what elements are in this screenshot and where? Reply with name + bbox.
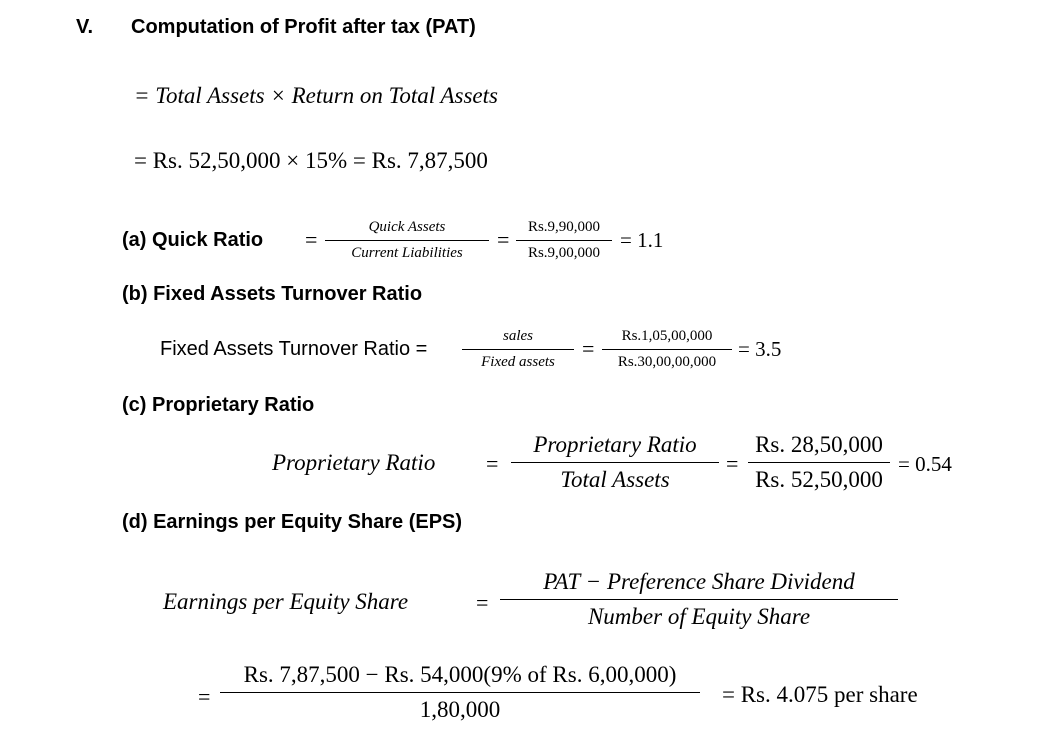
quick-assets-value: Rs.9,90,000: [527, 219, 601, 235]
proprietary-ratio-label: Proprietary Ratio: [272, 450, 436, 475]
total-assets-denominator: Total Assets: [560, 467, 670, 492]
sales-value: Rs.1,05,00,000: [621, 328, 713, 344]
proprietary-ratio-equals-1: =: [486, 451, 499, 476]
quick-ratio-formula-fraction: [325, 219, 489, 262]
fixed-assets-formula-fraction: [462, 328, 574, 371]
eps-values-fraction: [220, 662, 700, 723]
eps-result: = Rs. 4.075 per share: [722, 682, 918, 707]
number-of-shares-value: 1,80,000: [419, 697, 501, 722]
quick-ratio-numerator: Quick Assets: [368, 219, 446, 235]
section-title: Computation of Profit after tax (PAT): [131, 16, 476, 38]
pat-calculation-line: = Rs. 52,50,000 × 15% = Rs. 7,87,500: [134, 148, 488, 173]
fixed-assets-label: Fixed Assets Turnover Ratio =: [160, 338, 428, 360]
eps-equals-1: =: [476, 590, 489, 615]
quick-ratio-heading: (a) Quick Ratio: [122, 229, 264, 251]
eps-values-numerator: Rs. 7,87,500 − Rs. 54,000(9% of Rs. 6,00,000): [243, 662, 677, 687]
proprietors-funds-value: Rs. 28,50,000: [755, 432, 883, 457]
proprietary-ratio-values-fraction: [748, 432, 890, 493]
eps-heading: (d) Earnings per Equity Share (EPS): [122, 511, 463, 533]
proprietary-ratio-result: = 0.54: [898, 452, 952, 476]
quick-ratio-denominator: Current Liabilities: [351, 245, 463, 261]
fixed-assets-values-fraction: [602, 328, 732, 371]
fixed-assets-denominator: Fixed assets: [481, 354, 555, 370]
proprietary-ratio-equals-2: =: [726, 451, 739, 476]
quick-ratio-equals-2: =: [497, 227, 510, 252]
eps-equals-2: =: [198, 684, 211, 709]
fixed-assets-value: Rs.30,00,00,000: [617, 354, 717, 370]
fixed-assets-heading: (b) Fixed Assets Turnover Ratio: [122, 283, 423, 305]
section-number: V.: [76, 16, 94, 38]
pat-formula-line: = Total Assets × Return on Total Assets: [134, 83, 498, 108]
proprietary-ratio-formula-fraction: [511, 432, 719, 493]
fixed-assets-result: = 3.5: [738, 337, 782, 361]
proprietary-ratio-numerator: Proprietary Ratio: [533, 432, 697, 457]
sales-numerator: sales: [503, 328, 533, 344]
proprietary-ratio-heading: (c) Proprietary Ratio: [122, 394, 315, 416]
quick-ratio-values-fraction: [516, 219, 612, 262]
total-assets-value: Rs. 52,50,000: [755, 467, 883, 492]
eps-formula-denominator: Number of Equity Share: [587, 604, 811, 629]
eps-formula-fraction: [500, 569, 898, 630]
eps-formula-numerator: PAT − Preference Share Dividend: [543, 569, 855, 594]
eps-label: Earnings per Equity Share: [163, 589, 409, 614]
fixed-assets-equals-2: =: [582, 336, 595, 361]
quick-ratio-result: = 1.1: [620, 228, 664, 252]
current-liabilities-value: Rs.9,00,000: [527, 245, 601, 261]
quick-ratio-equals-1: =: [305, 227, 318, 252]
